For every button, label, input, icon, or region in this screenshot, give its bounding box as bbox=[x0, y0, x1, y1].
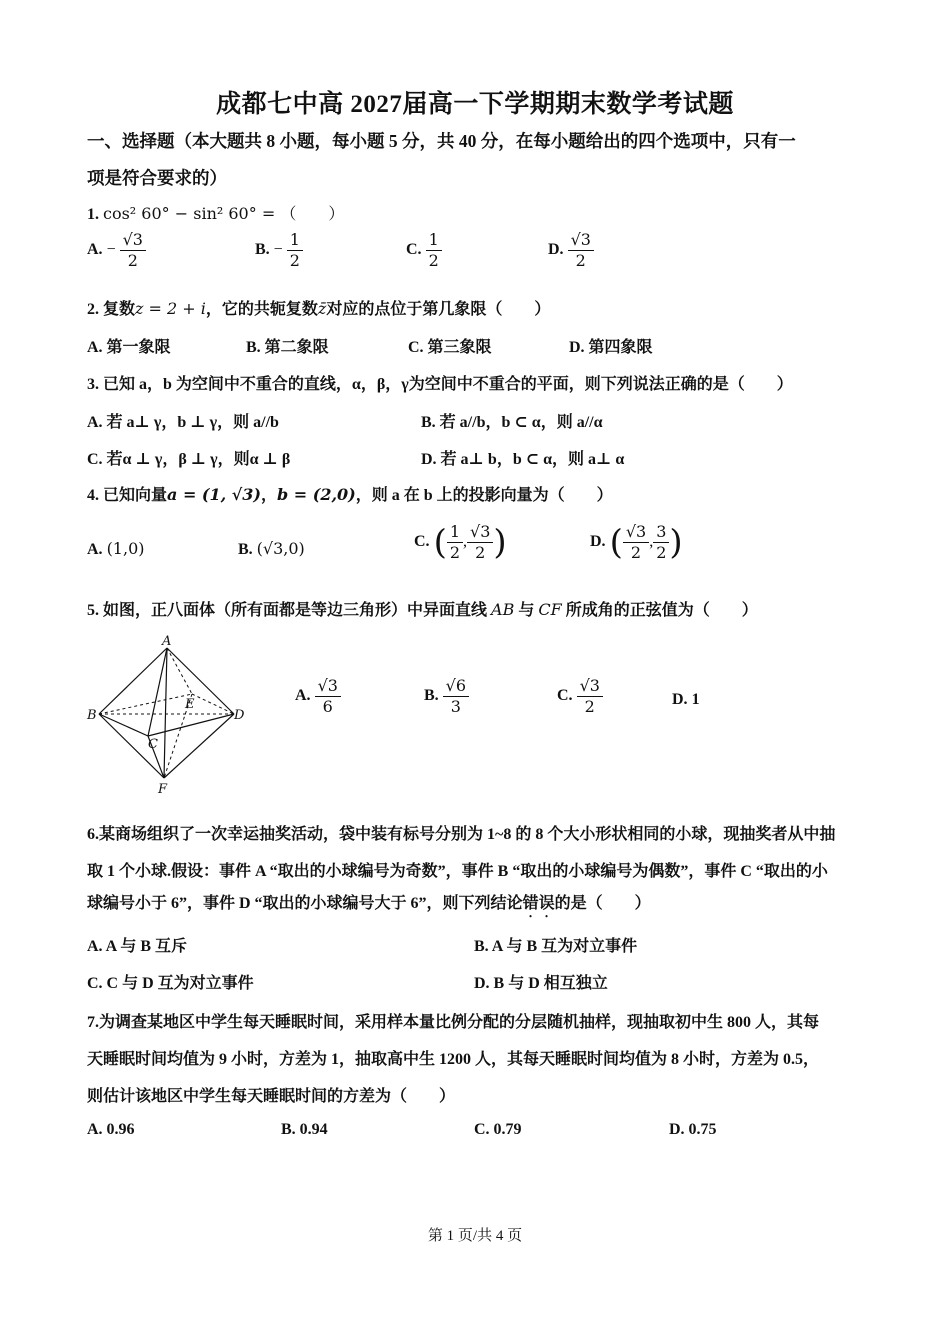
octahedron-figure bbox=[84, 632, 254, 798]
question-3-option-b: B. 若 a//b，b ⊂ α，则 a//α bbox=[421, 414, 603, 431]
vertex-label-d: D bbox=[234, 708, 245, 723]
question-7-line3: 则估计该地区中学生每天睡眠时间的方差为（ ） bbox=[87, 1088, 456, 1105]
question-1-option-c: C. $\frac{1}{2}$ bbox=[406, 230, 442, 271]
question-6-option-b: B. A 与 B 互为对立事件 bbox=[474, 938, 638, 955]
question-5-option-c: C. $\frac{√3}{2}$ bbox=[557, 676, 603, 717]
question-1-option-b: B. − $\frac{1}{2}$ bbox=[255, 230, 303, 271]
question-1-option-a: A. − $\frac{√3}{2}$ bbox=[87, 230, 146, 271]
question-3-stem: 3. 已知 a，b 为空间中不重合的直线，α，β，γ为空间中不重合的平面，则下列说法正确的是（ ） bbox=[87, 376, 793, 393]
question-6-line3: 球编号小于 6”，事件 D “取出的小球编号大于 6”，则下列结论错误的是（ ） bbox=[87, 895, 651, 912]
vertex-label-b: B bbox=[87, 708, 97, 723]
question-3-option-a: A. 若 a⊥ γ，b ⊥ γ，则 a//b bbox=[87, 414, 279, 431]
question-7-line2: 天睡眠时间均值为 9 小时，方差为 1，抽取高中生 1200 人，其每天睡眠时间均值为 8 小时，方差为 0.5， bbox=[87, 1051, 820, 1068]
question-6-option-d: D. B 与 D 相互独立 bbox=[474, 975, 608, 992]
question-1-option-d: D. $\frac{√3}{2}$ bbox=[548, 230, 594, 271]
question-6-option-a: A. A 与 B 互斥 bbox=[87, 938, 188, 955]
question-6-option-c: C. C 与 D 互为对立事件 bbox=[87, 975, 254, 992]
question-7-option-d: D. 0.75 bbox=[669, 1121, 717, 1138]
section-heading-line1: 一、选择题（本大题共 8 小题，每小题 5 分，共 40 分，在每小题给出的四个选项中，只有一 bbox=[87, 131, 796, 151]
section-heading-line2: 项是符合要求的） bbox=[87, 168, 227, 188]
question-4-stem: 4. 已知向量a = (1, √3)，b = (2,0)，则 a 在 b 上的投影向量为（ ） bbox=[87, 485, 613, 504]
question-5-stem: 5. 如图，正八面体（所有面都是等边三角形）中异面直线 AB 与 CF 所成角的正弦值为（ ） bbox=[87, 600, 758, 619]
question-4-option-d: D. ( $\frac{√3}{2}$ , $\frac{3}{2}$ ) bbox=[590, 522, 683, 563]
question-3-option-c: C. 若α ⊥ γ，β ⊥ γ，则α ⊥ β bbox=[87, 451, 291, 468]
question-5-option-b: B. $\frac{√6}{3}$ bbox=[424, 676, 469, 717]
question-4-option-c: C. ( $\frac{1}{2}$ , $\frac{√3}{2}$ ) bbox=[414, 522, 507, 563]
vertex-label-e: E bbox=[185, 697, 195, 712]
question-4-option-b: B. (√3,0) bbox=[238, 539, 305, 558]
question-2-option-c: C. 第三象限 bbox=[408, 339, 492, 356]
page-footer: 第 1 页/共 4 页 bbox=[427, 1228, 523, 1244]
question-3-option-d: D. 若 a⊥ b，b ⊂ α，则 a⊥ α bbox=[421, 451, 625, 468]
question-7-option-c: C. 0.79 bbox=[474, 1121, 522, 1138]
question-4-option-a: A. (1,0) bbox=[87, 539, 145, 558]
question-1-stem: 1. cos² 60° − sin² 60° = （ ） bbox=[87, 204, 345, 223]
question-7-line1: 7.为调查某地区中学生每天睡眠时间，采用样本量比例分配的分层随机抽样，现抽取初中生 800 人，其每 bbox=[87, 1014, 820, 1031]
question-7-option-a: A. 0.96 bbox=[87, 1121, 135, 1138]
question-1-expression: cos² 60° − sin² 60° = （ ） bbox=[103, 204, 345, 223]
question-2-stem: 2. 复数z = 2 + i，它的共轭复数z̄对应的点位于第几象限（ ） bbox=[87, 299, 551, 318]
vertex-label-a: A bbox=[162, 634, 172, 649]
vertex-label-c: C bbox=[148, 737, 158, 752]
question-5-option-d: D. 1 bbox=[672, 691, 700, 708]
question-2-option-a: A. 第一象限 bbox=[87, 339, 171, 356]
vertex-label-f: F bbox=[158, 782, 168, 797]
page-title: 成都七中高 2027届高一下学期期末数学考试题 bbox=[216, 91, 734, 118]
question-6-line1: 6.某商场组织了一次幸运抽奖活动，袋中装有标号分别为 1~8 的 8 个大小形状相同的小球，现抽奖者从中抽 bbox=[87, 826, 836, 843]
question-5-option-a: A. $\frac{√3}{6}$ bbox=[295, 676, 341, 717]
question-7-option-b: B. 0.94 bbox=[281, 1121, 328, 1138]
question-6-line2: 取 1 个小球.假设：事件 A “取出的小球编号为奇数”，事件 B “取出的小球编号为偶数”，事件 C “取出的小 bbox=[87, 863, 828, 880]
question-2-option-b: B. 第二象限 bbox=[246, 339, 329, 356]
question-2-option-d: D. 第四象限 bbox=[569, 339, 653, 356]
